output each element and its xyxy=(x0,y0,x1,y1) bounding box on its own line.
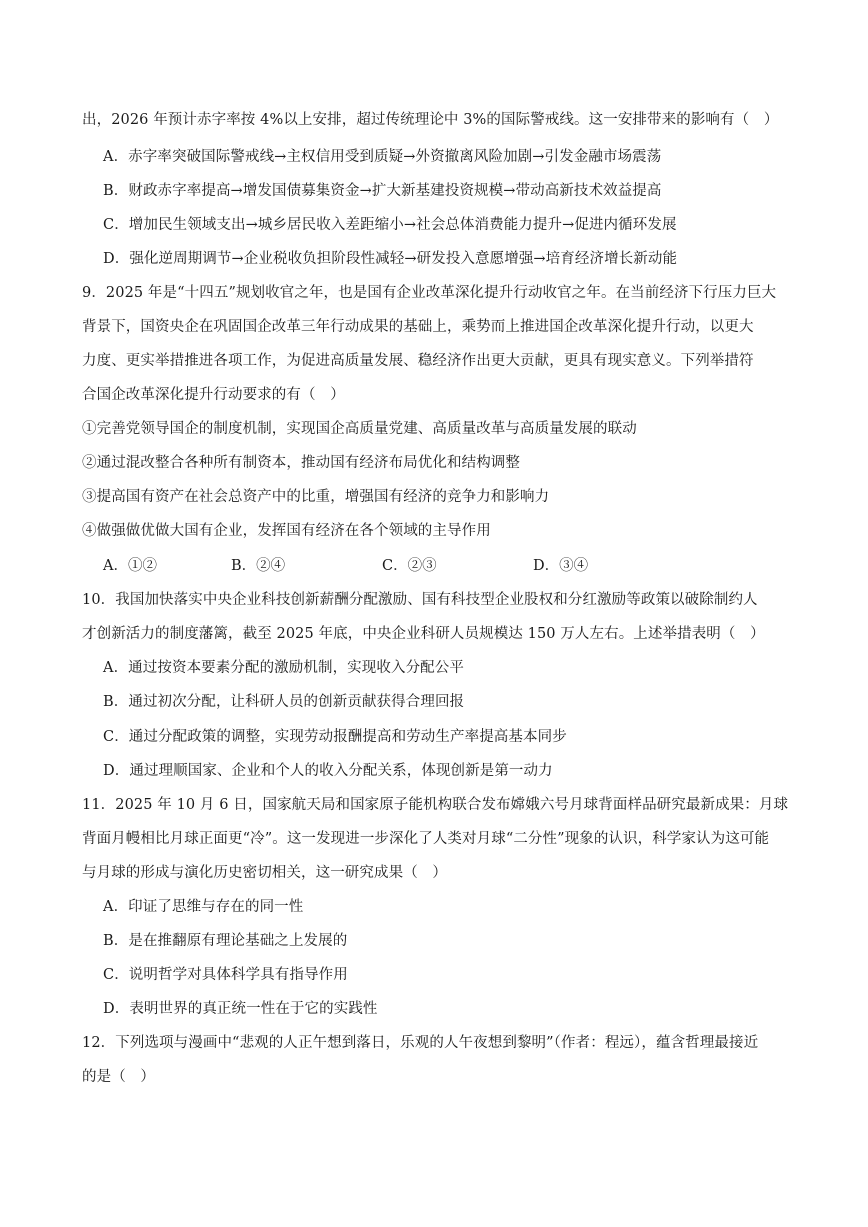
q10-option-a: A．通过按资本要素分配的激励机制，实现收入分配公平 xyxy=(103,660,464,676)
q11-stem-line-3: 与月球的形成与演化历史密切相关，这一研究成果（ ） xyxy=(82,865,447,881)
q11-option-d: D．表明世界的真正统一性在于它的实践性 xyxy=(103,1001,378,1017)
q9-statement-3: ③提高国有资产在社会总资产中的比重，增强国有经济的竞争力和影响力 xyxy=(82,489,550,505)
q11-option-b: B．是在推翻原有理论基础之上发展的 xyxy=(103,933,348,949)
q12-stem-line-1: 12．下列选项与漫画中“悲观的人正午想到落日，乐观的人午夜想到黎明”（作者：程远），蕴含哲理最接近 xyxy=(82,1035,759,1051)
q9-stem-line-1: 9．2025 年是“十四五”规划收官之年，也是国有企业改革深化提升行动收官之年。在当前经济下行压力巨大 xyxy=(82,285,777,301)
q9-statement-1: ①完善党领导国企的制度机制，实现国企高质量党建、高质量改革与高质量发展的联动 xyxy=(82,421,637,437)
q8-option-c: C．增加民生领域支出→城乡居民收入差距缩小→社会总体消费能力提升→促进内循环发展 xyxy=(103,217,677,233)
q9-choice-c: C．②③ xyxy=(382,558,437,574)
q10-option-d: D．通过理顺国家、企业和个人的收入分配关系，体现创新是第一动力 xyxy=(103,763,553,779)
q10-option-c: C．通过分配政策的调整，实现劳动报酬提高和劳动生产率提高基本同步 xyxy=(103,729,567,745)
q9-statement-2: ②通过混改整合各种所有制资本，推动国有经济布局优化和结构调整 xyxy=(82,455,520,471)
q9-choice-a: A．①② xyxy=(103,558,157,574)
q9-stem-line-2: 背景下，国资央企在巩固国企改革三年行动成果的基础上，乘势而上推进国企改革深化提升行动，以更大 xyxy=(82,319,754,335)
q8-option-b: B．财政赤字率提高→增发国债募集资金→扩大新基建投资规模→带动高新技术效益提高 xyxy=(103,183,662,199)
q9-statement-4: ④做强做优做大国有企业，发挥国有经济在各个领域的主导作用 xyxy=(82,523,491,539)
q9-stem-line-3: 力度、更实举措推进各项工作，为促进高质量发展、稳经济作出更大贡献，更具有现实意义。下列举措符 xyxy=(82,353,754,369)
q9-choice-d: D．③④ xyxy=(533,558,589,574)
q10-stem-line-2: 才创新活力的制度藩篱，截至 2025 年底，中央企业科研人员规模达 150 万人左右。上述举措表明（ ） xyxy=(82,626,765,642)
q11-stem-line-2: 背面月幔相比月球正面更“冷”。这一发现进一步深化了人类对月球“二分性”现象的认识，科学家认为这可能 xyxy=(82,831,770,847)
q9-choice-b: B．②④ xyxy=(231,558,286,574)
q10-option-b: B．通过初次分配，让科研人员的创新贡献获得合理回报 xyxy=(103,694,465,710)
q10-stem-line-1: 10．我国加快落实中央企业科技创新薪酬分配激励、国有科技型企业股权和分红激励等政策以破除制约人 xyxy=(82,592,758,608)
q11-option-c: C．说明哲学对具体科学具有指导作用 xyxy=(103,967,348,983)
q8-stem-tail: 出，2026 年预计赤字率按 4%以上安排，超过传统理论中 3%的国际警戒线。这一安排带来的影响有（ ） xyxy=(82,112,779,128)
q12-stem-line-2: 的是（ ） xyxy=(82,1069,155,1085)
q11-option-a: A．印证了思维与存在的同一性 xyxy=(103,899,304,915)
q11-stem-line-1: 11．2025 年 10 月 6 日，国家航天局和国家原子能机构联合发布嫦娥六号月球背面样品研究最新成果：月球 xyxy=(82,797,789,813)
q9-stem-line-4: 合国企改革深化提升行动要求的有（ ） xyxy=(82,387,345,403)
q8-option-a: A．赤字率突破国际警戒线→主权信用受到质疑→外资撤离风险加剧→引发金融市场震荡 xyxy=(103,149,662,165)
q8-option-d: D．强化逆周期调节→企业税收负担阶段性减轻→研发投入意愿增强→培育经济增长新动能 xyxy=(103,251,678,267)
